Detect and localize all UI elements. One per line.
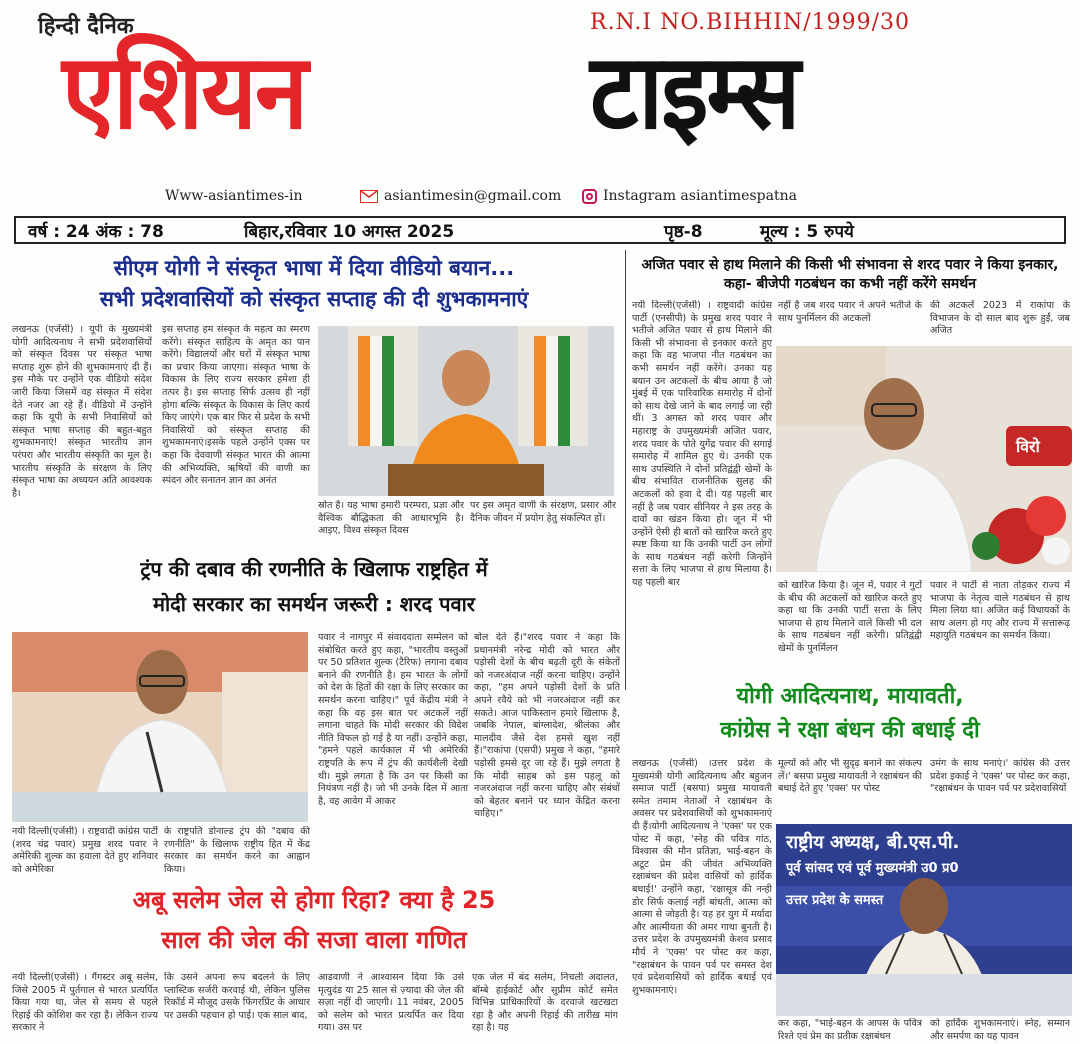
email-contact [360, 188, 561, 204]
salem-column-1: नयी दिल्ली(एजेंसी) । गैंगस्टर अबू सलेम, जिसे 2005 में पुर्तगाल से भारत प्रत्यर्पित किया गया था, जेल से समय से पहले रिहाई की कोशिश कर रहा है। लेकिन राज्य सरकार ने [12, 972, 158, 1034]
banner-line-2: पूर्व सांसद एवं पूर्व मुख्यमंत्री उ0 प्र0 [786, 861, 959, 876]
rakhi-column-3-top: उमंग के साथ मनाएं।' कांग्रेस की उत्तर प्रदेश इकाई ने 'एक्स' पर पोस्ट कर कहा, "रक्षाबंधन के पावन पर्व पर प्रदेशवासियों [930, 758, 1070, 795]
rni-number: R.N.I NO.BIHHIN/1999/30 [590, 10, 911, 35]
gmail-icon [360, 190, 378, 203]
rakhi-headline-2: कांग्रेस ने रक्षा बंधन की बधाई दी [720, 718, 980, 743]
page-number: पृष्ठ-8 [664, 221, 703, 242]
instagram-text: Instagram asiantimespatna [603, 188, 797, 204]
salem-headline-1: अबू सलेम जेल से होगा रिहा? क्या है 25 [132, 886, 496, 914]
rakhi-headline-1: योगी आदित्यनाथ, मायावती, [736, 684, 964, 709]
banner-line-1: राष्ट्रीय अध्यक्ष, बी.एस.पी. [786, 832, 960, 853]
rakhi-column-2-bottom: कर कहा, "भाई-बहन के आपस के पवित्र रिश्ते एवं प्रेम का प्रतीक रक्षाबंधन [778, 1018, 922, 1042]
yogi-headline-1: सीएम योगी ने संस्कृत भाषा में दिया वीडियो बयान... [113, 256, 515, 280]
rakhi-column-1: लखनऊ (एजेंसी) ।उत्तर प्रदेश के मुख्यमंत्री योगी आदित्यनाथ और बहुजन समाज पार्टी (बसपा) प्रमुख मायावती समेत तमाम नेताओं ने रक्षाबंधन के अवसर पर प्रदेशवासियों को शुभकामनाएं दी हैं।योगी आदित्यनाथ ने 'एक्स' पर एक पोस्ट में कहा, 'स्नेह की पवित्र गांठ, विश्वास की मौन प्रतिज्ञा, भाई-बहन के अटूट प्रेम की जीवंत अभिव्यक्ति रक्षाबंधन की प्रदेश वासियों को हार्दिक बधाई!' उन्होंने कहा, 'रक्षासूत्र की नन्ही डोर सिर्फ कलाई नहीं बांधती, आत्मा को आत्मा से जोड़ती है। यह हर युग में मर्यादा और आत्मीयता की अमर गाथा बुनती है। उत्तर प्रदेश के उपमुख्यमंत्री केशव प्रसाद मौर्य ने 'एक्स' पर पोस्ट कर कहा, "रक्षाबंधन के पावन पर्व पर समस्त देश एवं प्रदेशवासियों को हार्दिक बधाई एवं शुभकामनाएं। [632, 758, 772, 996]
trump-column-1: पवार ने नागपुर में संवाददाता सम्मेलन को संबोधित करते हुए कहा, "भारतीय वस्तुओं पर 50 प्रतिशत शुल्क (टैरिफ) लगाना दबाव बनाने की रणनीति है। हम भारत के लोगों को देश के हितों की रक्षा के लिए सरकार का समर्थन करना चाहिए।" पूर्व केंद्रीय मंत्री ने कहा कि वह इस बात पर अटकलें नहीं लगाना चाहते कि मोदी सरकार की विदेश नीति विफल हो गई है या नहीं। उन्होंने कहा, "हमने पहले कार्यकाल में भी अमेरिकी राष्ट्रपति के रूप में ट्रंप की कार्यशैली देखी थी। मुझे लगता है कि उन पर किसी का नियंत्रण नहीं है। जो भी उनके दिल में आता है, वह आवेग में आकर [318, 632, 468, 807]
volume-issue: वर्ष : 24 अंक : 78 [28, 221, 164, 242]
column-rule [625, 250, 626, 690]
yogi-column-2: इस सप्ताह हम संस्कृत के महत्व का स्मरण करेंगे। संस्कृत साहित्य के अमृत का पान करेंगे। विद्यालयों और घरों में संस्कृत भाषा का प्रचार किया जाएगा। संस्कृत भाषा के विकास के लिए राज्य सरकार हमेशा ही तत्पर है। इस सप्ताह सिर्फ उत्सव ही नहीं होगा बल्कि संस्कृत के विकास के लिए कार्य किए जाएंगे। एक बार फिर से प्रदेश के सभी निवासियों को संस्कृत सप्ताह की शुभकामनाएं।इसके पहले उन्होंने एक्स पर कहा कि देववाणी संस्कृत भारत की आत्मा की अभिव्यक्ति, ऋषियों की वाणी का स्पंदन और सनातन ज्ञान का अनंत [162, 324, 310, 487]
trump-below-photo-right: के राष्ट्रपति डोनाल्ड ट्रंप की "दबाव की रणनीति" के खिलाफ राष्ट्रीय हित में केंद्र सरकार का समर्थन करने का आह्वान किया। [164, 826, 310, 875]
pawar-podium-photo [12, 632, 308, 822]
salem-column-2: कि उसने अपना रूप बदलने के लिए प्लास्टिक सर्जरी करवाई थी, लेकिन पुलिस रिकॉर्ड में मौजूद उसके फिंगरप्रिंट के आधार पर उसकी पहचान हो पाई। एक साल बाद, [164, 972, 310, 1021]
banner-line-3: उत्तर प्रदेश के समस्त [786, 893, 884, 908]
instagram-icon [582, 189, 597, 204]
masthead-title-black: टाइम्स [590, 31, 799, 153]
masthead-tagline: हिन्दी दैनिक [38, 14, 134, 39]
banner-text: विरो [1016, 437, 1040, 456]
yogi-column-1: लखनऊ (एजेंसी) । यूपी के मुख्यमंत्री योगी आदित्यनाथ ने सभी प्रदेशवासियों को संस्कृत दिवस पर संस्कृत भाषा सप्ताह शुरू होने की शुभकामनाएं दी हैं। इस मौके पर उन्होंने एक वीडियो संदेश जारी किया जिसमें वह संस्कृत में संदेश देते नजर आ रहे हैं। वीडियो में उन्होंने कहा कि यूपी के सभी निवासियों को संस्कृत भाषा सप्ताह की बहुत-बहुत शुभकामनाएं! संस्कृत भारतीय ज्ञान परंपरा और भारतीय संस्कृति का मूल है। भारतीय संस्कृति के संरक्षण के लिए संस्कृत भाषा का अध्ययन अति आवश्यक है। [12, 324, 152, 499]
sharad-pawar-photo [776, 346, 1072, 572]
price: मूल्य : 5 रुपये [760, 221, 854, 242]
yogi-below-photo-left: स्रोत है। यह भाषा हमारी परम्परा, प्रज्ञा और वैश्विक बौद्धिकता की आधारभूमि है। आइए, विश्व संस्कृत दिवस [318, 500, 464, 537]
pawar-column-3-top: की अटकलें 2023 में राकांपा के विभाजन के दो साल बाद शुरू हुईं, जब अजित [930, 300, 1070, 337]
pawar-column-2-top: नहीं है जब शरद पवार ने अपने भतीजे के साथ पुनर्मिलन की अटकलों [778, 300, 922, 324]
website-text: Www-asiantimes-in [165, 188, 303, 204]
trump-headline-1: ट्रंप की दबाव की रणनीति के खिलाफ राष्ट्रहित में [140, 557, 488, 581]
yogi-video-photo [318, 326, 614, 496]
mayawati-photo [776, 824, 1072, 1016]
pawar-headline: अजित पवार से हाथ मिलाने की किसी भी संभावना से शरद पवार ने किया इनकार, कहा- बीजेपी गठबंधन का कभी नहीं करेंगे समर्थन [641, 257, 1059, 292]
trump-headline-2: मोदी सरकार का समर्थन जरूरी : शरद पवार [153, 592, 475, 616]
website-label [165, 188, 303, 204]
trump-column-2: बोल देते हैं।"शरद पवार ने कहा कि प्रधानमंत्री नरेन्द्र मोदी को भारत और पड़ोसी देशों के बीच बढ़ती दूरी के संकेतों को नजरअंदाज नहीं करना चाहिए। उन्होंने कहा, "हम अपने पड़ोसी देशों के प्रति अपने रवैये को भी नजरअंदाज नहीं कर सकते। आज पाकिस्तान हमारे खिलाफ है, जबकि नेपाल, बांग्लादेश, श्रीलंका और मालदीव जैसे देश हमसे खुश नहीं हैं।"राकांपा (एसपी) प्रमुख ने कहा, "हमारे पड़ोसी हमसे दूर जा रहे हैं। मुझे लगता है कि मोदी साहब को इस पहलू को नजरअंदाज नहीं करना चाहिए और संबंधों को बेहतर बनाने पर ध्यान केंद्रित करना चाहिए।" [474, 632, 620, 820]
pawar-column-2-bottom: को खारिज किया है। जून में, पवार ने गुटों के बीच की अटकलों को खारिज करते हुए कहा था कि उनकी पार्टी सत्ता के लिए भाजपा से हाथ मिलाने वाले किसी भी दल के साथ गठबंधन नहीं करेगी। प्रतिद्वंद्वी खेमों के पुनर्मिलन [778, 580, 922, 654]
salem-headline-2: साल की जेल की सजा वाला गणित [161, 926, 467, 954]
masthead-title-red: एशियन [62, 31, 307, 153]
place-date: बिहार,रविवार 10 अगस्त 2025 [244, 221, 455, 242]
instagram-contact [582, 188, 797, 204]
trump-below-photo-left: नयी दिल्ली(एजेंसी) । राष्ट्रवादी कांग्रेस पार्टी (शरद चंद्र पवार) प्रमुख शरद पवार ने अमेरिकी शुल्क का हवाला देते हुए शनिवार को अमेरिका [12, 826, 158, 875]
email-text: asiantimesin@gmail.com [384, 188, 562, 204]
rakhi-column-2-top: मूल्यों को और भी सुदृढ़ बनाने का संकल्प लें।' बसपा प्रमुख मायावती ने रक्षाबंधन की बधाई देते हुए 'एक्स' पर पोस्ट [778, 758, 922, 795]
dateline-bar [14, 216, 1066, 244]
pawar-column-1: नयी दिल्ली(एजेंसी) । राष्ट्रवादी कांग्रेस पार्टी (एनसीपी) के प्रमुख शरद पवार ने भतीजे अजित पवार से हाथ मिलाने की किसी भी संभावना से इनकार करते हुए कहा कि वह भाजपा नीत गठबंधन का कभी समर्थन नहीं करेंगे। उनका यह बयान उन अटकलों के बीच आया है जो मुंबई में एक पारिवारिक समारोह में दोनों को साथ देखे जाने के बाद लगाई जा रही थीं। 3 अगस्त को शरद पवार और महाराष्ट्र के उपमुख्यमंत्री अजित पवार, शरद पवार के पोते युगेंद्र पवार की सगाई समारोह में शामिल हुए थे। उनकी एक साथ उपस्थिति ने दोनों प्रतिद्वंद्वी खेमों के बीच संभावित राजनीतिक सुलह की अटकलों को हवा दे दी। यह पहली बार नहीं है जब पवार सीनियर ने इस तरह के दावों का खंडन किया हो। जून में भी उन्होंने ऐसी ही बातों को खारिज करते हुए स्पष्ट किया था कि उनकी पार्टी उन लोगों के साथ गठबंधन नहीं करेगी जिन्होंने सत्ता के लिए भाजपा से हाथ मिलाया है।यह पहली बार [632, 300, 772, 589]
salem-column-4: एक जेल में बंद सलेम, निचली अदालत, बॉम्बे हाईकोर्ट और सुप्रीम कोर्ट समेत विभिन्न प्राधिकारियों के दरवाजे खटखटा रहा है और अपनी रिहाई की तारीख़ मांग रहा है। यह [472, 972, 618, 1034]
pawar-column-3-bottom: पवार ने पार्टी से नाता तोड़कर राज्य में भाजपा के नेतृत्व वाले गठबंधन से हाथ मिला लिया था। अजित कई विधायकों के साथ अलग हो गए और राज्य में सत्तारूढ़ महायुति गठबंधन का समर्थन किया। [930, 580, 1070, 642]
rakhi-column-3-bottom: को हार्दिक शुभकामनाएं। स्नेह, सम्मान और समर्पण का यह पावन [930, 1018, 1070, 1042]
yogi-below-photo-right: पर इस अमृत वाणी के संरक्षण, प्रसार और दैनिक जीवन में प्रयोग हेतु संकल्पित हों। [470, 500, 616, 524]
yogi-headline-2: सभी प्रदेशवासियों को संस्कृत सप्ताह की दी शुभकामनाएं [99, 287, 529, 311]
salem-column-3: आडवाणी ने आश्वासन दिया कि उसे मृत्युदंड या 25 साल से ज़्यादा की जेल की सज़ा नहीं दी जाएगी। 11 नवंबर, 2005 को सलेम को भारत प्रत्यर्पित कर दिया गया। उस पर [318, 972, 464, 1034]
